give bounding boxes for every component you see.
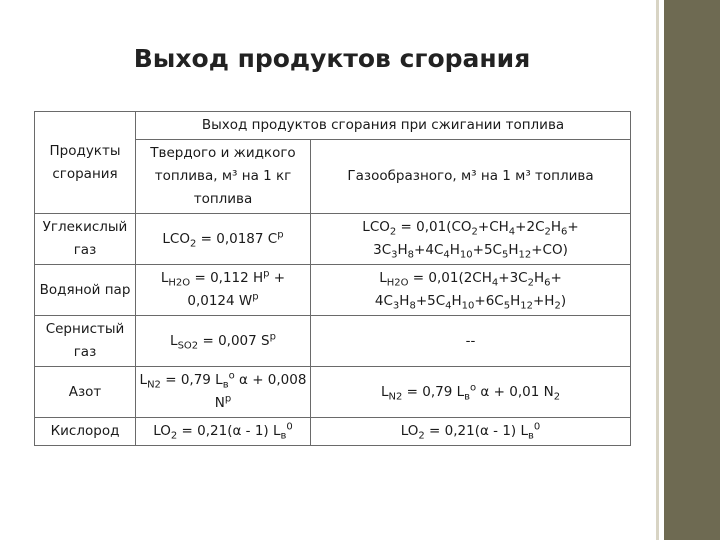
- decorative-side-bar: [664, 0, 720, 540]
- row-solid-formula: $LO_2 = 0,21(\alpha - 1)$ $L_в^0$: [136, 418, 311, 446]
- row-name: Кислород: [35, 418, 136, 446]
- table-row: [35, 418, 631, 446]
- row-solid-formula: $L_{H2O} = 0,112$ $H^p + 0,0124$ $W^p$: [136, 265, 311, 316]
- header-products: Продукты сгорания: [35, 112, 136, 214]
- table-row: [35, 265, 631, 316]
- header-solid-fuel: Твердого и жидкого топлива, м³ на 1 кг топлива: [136, 140, 311, 214]
- row-solid-formula: $L_{SO2} = 0,007$ $S^p$: [136, 316, 311, 367]
- row-gas-formula: --: [311, 316, 631, 367]
- table-row: [35, 214, 631, 265]
- slide-title: Выход продуктов сгорания: [133, 44, 531, 73]
- row-solid-formula: $L_{N2} = 0,79$ $L_в^o$ α + 0,008 $N^p$: [136, 367, 311, 418]
- table-row: [35, 367, 631, 418]
- row-solid-formula: $LCO_2 = 0,0187$ $C^p$: [136, 214, 311, 265]
- combustion-products-table: [34, 111, 631, 446]
- header-group: Выход продуктов сгорания при сжигании топлива: [136, 112, 631, 140]
- row-gas-formula: $L_{N2} = 0,79$ $L_в^o$ α + 0,01 $N_2$: [311, 367, 631, 418]
- decorative-side-line: [656, 0, 659, 540]
- table-header-row-1: [35, 112, 631, 140]
- table-row: [35, 316, 631, 367]
- row-name: Азот: [35, 367, 136, 418]
- row-gas-formula: $LO_2 = 0,21(\alpha - 1)$ $L_в^0$: [311, 418, 631, 446]
- row-name: Водяной пар: [35, 265, 136, 316]
- row-gas-formula: $L_{H2O} = 0,01(2CH_4+3C_2H_6+ 4C_3H_8+5C_4H_{10}+6C_5H_{12}+H_2)$: [311, 265, 631, 316]
- row-name: Углекислый газ: [35, 214, 136, 265]
- row-gas-formula: $LCO_2 = 0,01(CO_2+CH_4+2C_2H_6+ 3C_3H_8+4C_4H_{10}+5C_5H_{12}+CO)$: [311, 214, 631, 265]
- row-name: Сернистый газ: [35, 316, 136, 367]
- header-gas-fuel: Газообразного, м³ на 1 м³ топлива: [311, 140, 631, 214]
